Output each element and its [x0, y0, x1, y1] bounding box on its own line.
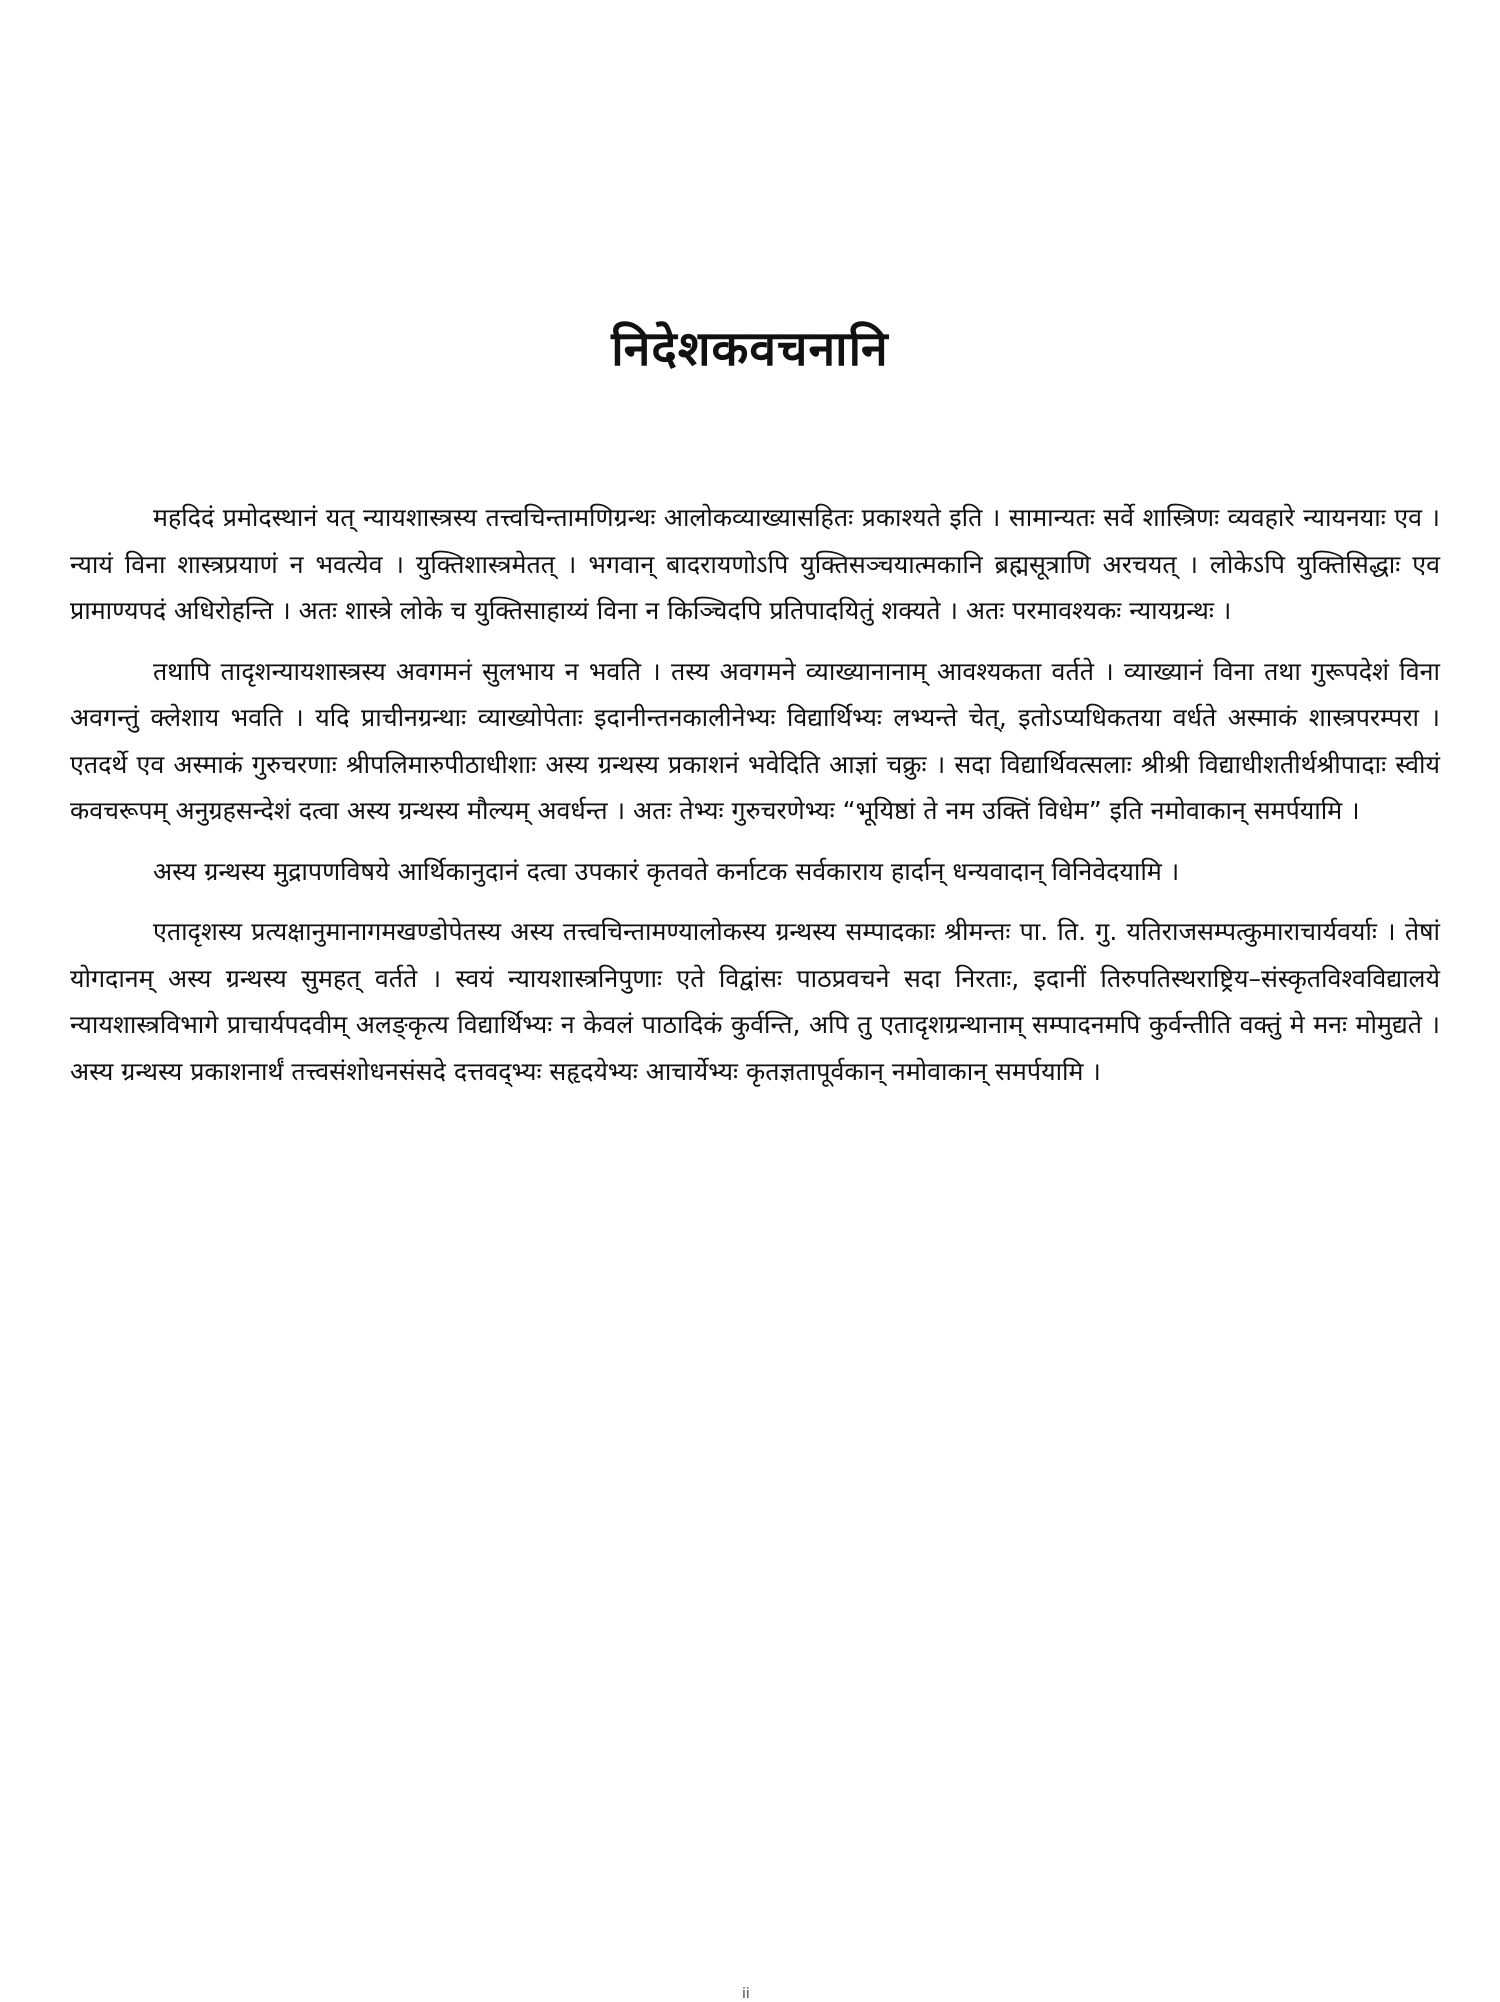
- paragraph-4: एतादृशस्य प्रत्यक्षानुमानागमखण्डोपेतस्य अस्य तत्त्वचिन्तामण्यालोकस्य ग्रन्थस्य सम्पादकाः श्रीमन्तः पा. ति. गु. यतिराजसम्पत्कुमाराचार्यवर्याः । तेषां योगदानम् अस्य ग्रन्थस्य सुमहत् वर्तते । स्वयं न्यायशास्त्रनिपुणाः एते विद्वांसः पाठप्रवचने सदा निरताः, इदानीं तिरुपतिस्थराष्ट्रिय–संस्कृतविश्वविद्यालये न्यायशास्त्रविभागे प्राचार्यपदवीम् अलङ्कृत्य विद्यार्थिभ्यः न केवलं पाठादिकं कुर्वन्ति, अपि तु एतादृशग्रन्थानाम् सम्पादनमपि कुर्वन्तीति वक्तुं मे मनः मोमुद्यते । अस्य ग्रन्थस्य प्रकाशनार्थं तत्त्वसंशोधनसंसदे दत्तवद्भ्यः सहृदयेभ्यः आचार्येभ्यः कृतज्ञतापूर्वकान् नमोवाकान् समर्पयामि ।: [70, 917, 1440, 1086]
- paragraph-1: महदिदं प्रमोदस्थानं यत् न्यायशास्त्रस्य तत्त्वचिन्तामणिग्रन्थः आलोकव्याख्यासहितः प्रकाश्यते इति । सामान्यतः सर्वे शास्त्रिणः व्यवहारे न्यायनयाः एव । न्यायं विना शास्त्रप्रयाणं न भवत्येव । युक्तिशास्त्रमेतत् । भगवान् बादरायणोऽपि युक्तिसञ्चयात्मकानि ब्रह्मसूत्राणि अरचयत् । लोकेऽपि युक्तिसिद्धाः एव प्रामाण्यपदं अधिरोहन्ति । अतः शास्त्रे लोके च युक्तिसाहाय्यं विना न किञ्चिदपि प्रतिपादयितुं शक्यते । अतः परमावश्यकः न्यायग्रन्थः ।: [70, 503, 1440, 625]
- page-number: ii: [742, 1986, 750, 2002]
- paragraph-2: तथापि तादृशन्यायशास्त्रस्य अवगमनं सुलभाय न भवति । तस्य अवगमने व्याख्यानानाम् आवश्यकता वर्तते । व्याख्यानं विना तथा गुरूपदेशं विना अवगन्तुं क्लेशाय भवति । यदि प्राचीनग्रन्थाः व्याख्योपेताः इदानीन्तनकालीनेभ्यः विद्यार्थिभ्यः लभ्यन्ते चेत्, इतोऽप्यधिकतया वर्धते अस्माकं शास्त्रपरम्परा । एतदर्थे एव अस्माकं गुरुचरणाः श्रीपलिमारुपीठाधीशाः अस्य ग्रन्थस्य प्रकाशनं भवेदिति आज्ञां चक्रुः । सदा विद्यार्थिवत्सलाः श्रीश्री विद्याधीशतीर्थश्रीपादाः स्वीयं कवचरूपम् अनुग्रहसन्देशं दत्वा अस्य ग्रन्थस्य मौल्यम् अवर्धन्त । अतः तेभ्यः गुरुचरणेभ्यः “भूयिष्ठां ते नम उक्तिं विधेम” इति नमोवाकान् समर्पयामि ।: [70, 656, 1440, 825]
- paragraph-3: अस्य ग्रन्थस्य मुद्रापणविषये आर्थिकानुदानं दत्वा उपकारं कृतवते कर्नाटक सर्वकाराय हार्दान् धन्यवादान् विनिवेदयामि ।: [153, 856, 1180, 886]
- page-title: निदेशकवचनानि: [611, 321, 889, 377]
- body-text: [70, 495, 1440, 1109]
